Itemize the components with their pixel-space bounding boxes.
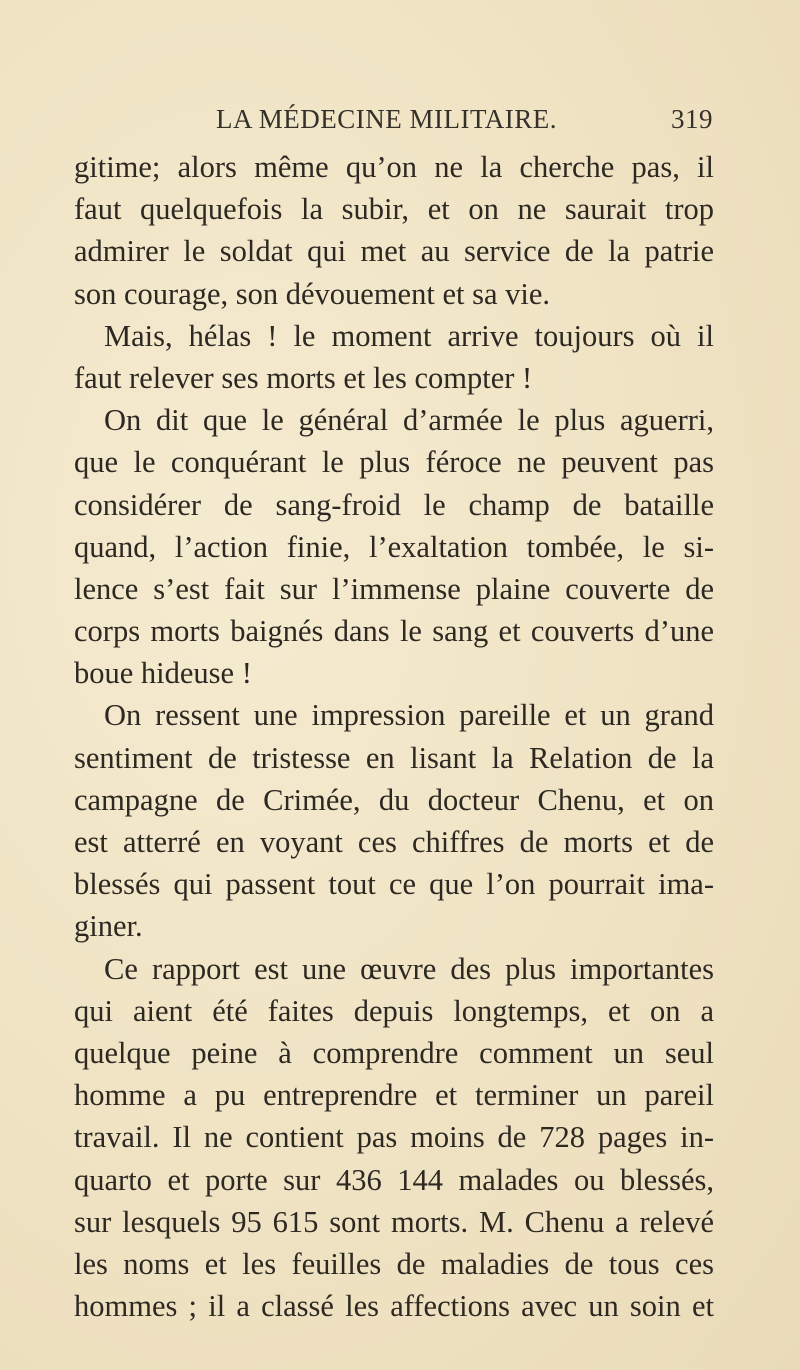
- text-line: hommes ; il a classé les affections avec un soin et: [74, 1289, 714, 1324]
- text-line: admirer le soldat qui met au service de la patrie: [74, 234, 714, 269]
- text-line: qui aient été faites depuis longtemps, et on a: [74, 993, 714, 1028]
- text-line: faut quelquefois la subir, et on ne saurait trop: [74, 192, 714, 227]
- page-number: 319: [671, 104, 713, 134]
- text-line: Ce rapport est une œuvre des plus importantes: [104, 951, 714, 986]
- text-line: campagne de Crimée, du docteur Chenu, et on: [74, 782, 714, 817]
- text-line: Mais, hélas ! le moment arrive toujours où il: [104, 318, 714, 353]
- text-line: que le conquérant le plus féroce ne peuvent pas: [74, 445, 714, 480]
- text-line: travail. Il ne contient pas moins de 728 pages in-: [74, 1120, 714, 1155]
- text-line: lence s’est fait sur l’immense plaine couverte de: [74, 571, 714, 606]
- text-line: corps morts baignés dans le sang et couverts d’une: [74, 614, 714, 649]
- running-head: [168, 104, 713, 144]
- running-title: LA MÉDECINE MILITAIRE.: [216, 104, 558, 134]
- text-line: homme a pu entreprendre et terminer un pareil: [74, 1078, 714, 1113]
- text-line: les noms et les feuilles de maladies de tous ces: [74, 1246, 714, 1281]
- text-line: sentiment de tristesse en lisant la Relation de la: [74, 740, 714, 775]
- text-line: quarto et porte sur 436 144 malades ou blessés,: [74, 1162, 714, 1197]
- text-line: blessés qui passent tout ce que l’on pourrait ima-: [74, 867, 714, 902]
- text-line: gitime; alors même qu’on ne la cherche pas, il: [74, 150, 714, 184]
- text-line: sur lesquels 95 615 sont morts. M. Chenu a relevé: [74, 1204, 714, 1239]
- text-line: giner.: [74, 909, 143, 944]
- text-line: considérer de sang-froid le champ de bataille: [74, 487, 714, 522]
- text-line: On ressent une impression pareille et un grand: [104, 698, 714, 733]
- text-line: On dit que le général d’armée le plus aguerri,: [104, 403, 714, 438]
- body-text: [74, 146, 714, 1327]
- text-line: faut relever ses morts et les compter !: [74, 360, 533, 395]
- text-line: quand, l’action finie, l’exaltation tombée, le si-: [74, 529, 714, 564]
- text-line: quelque peine à comprendre comment un seul: [74, 1035, 714, 1070]
- text-line: est atterré en voyant ces chiffres de morts et de: [74, 825, 714, 859]
- text-line: boue hideuse !: [74, 656, 252, 691]
- text-line: son courage, son dévouement et sa vie.: [74, 276, 550, 311]
